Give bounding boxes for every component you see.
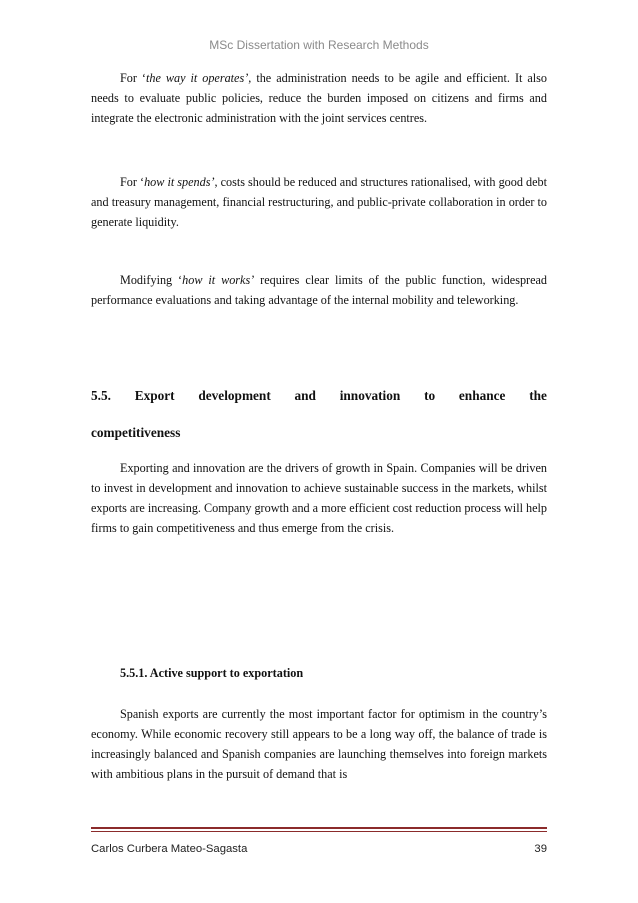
section-heading-line1 <box>91 386 547 406</box>
p3-post: requires clear limits of the public function, widespread performance evaluations and taking advantage of the internal mobility and teleworking. <box>91 273 548 307</box>
paragraph-spanish-exports <box>91 704 547 784</box>
paragraph-way-it-operates <box>91 68 547 128</box>
section-word: development <box>198 388 271 403</box>
subsection-heading: 5.5.1. Active support to exportation <box>120 666 304 680</box>
section-heading-line2: competitiveness <box>91 425 181 440</box>
p5-text: Spanish exports are currently the most important factor for optimism in the country’s economy. While economic recovery still appears to be a long way off, the balance of trade is increasingly balanced and Spanish companies are launching themselves into foreign markets with ambitious plans in the pursuit of demand that is <box>91 707 547 781</box>
section-word: the <box>529 388 547 403</box>
page-number: 39 <box>534 843 547 855</box>
paragraph-how-it-spends <box>91 172 547 232</box>
section-word: 5.5. <box>91 388 111 403</box>
section-heading <box>91 386 547 443</box>
footer-divider <box>91 827 547 829</box>
p1-emphasis: the way it operates’ <box>145 71 249 85</box>
p3-emphasis: how it works’ <box>182 273 255 287</box>
footer-divider-thin <box>91 831 547 832</box>
p3-pre: Modifying ‘ <box>120 273 183 287</box>
section-word: and <box>294 388 316 403</box>
page-header: MSc Dissertation with Research Methods <box>209 38 429 52</box>
section-word: innovation <box>339 388 401 403</box>
p1-post: , the administration needs to be agile and efficient. It also needs to evaluate public policies, reduce the burden imposed on citizens and firms and integrate the electronic administration with the joint services centres. <box>91 71 548 125</box>
section-word: enhance <box>458 388 506 403</box>
paragraph-exporting-innovation <box>91 458 547 538</box>
p4-text: Exporting and innovation are the drivers of growth in Spain. Companies will be driven to invest in development and innovation to achieve sustainable success in the markets, whilst exports are increasing. Company growth and a more efficient cost reduction process will help firms to gain competitiveness and thus emerge from the crisis. <box>91 461 547 535</box>
footer-author: Carlos Curbera Mateo-Sagasta <box>91 843 248 855</box>
p2-pre: For ‘ <box>120 175 145 189</box>
p2-post: , costs should be reduced and structures rationalised, with good debt and treasury management, financial restructuring, and public-private collaboration in order to generate liquidity. <box>91 175 548 229</box>
paragraph-how-it-works <box>91 270 547 310</box>
p2-emphasis: how it spends’ <box>144 175 215 189</box>
p1-pre: For ‘ <box>120 71 146 85</box>
section-word: to <box>424 388 436 403</box>
section-word: Export <box>134 388 175 403</box>
